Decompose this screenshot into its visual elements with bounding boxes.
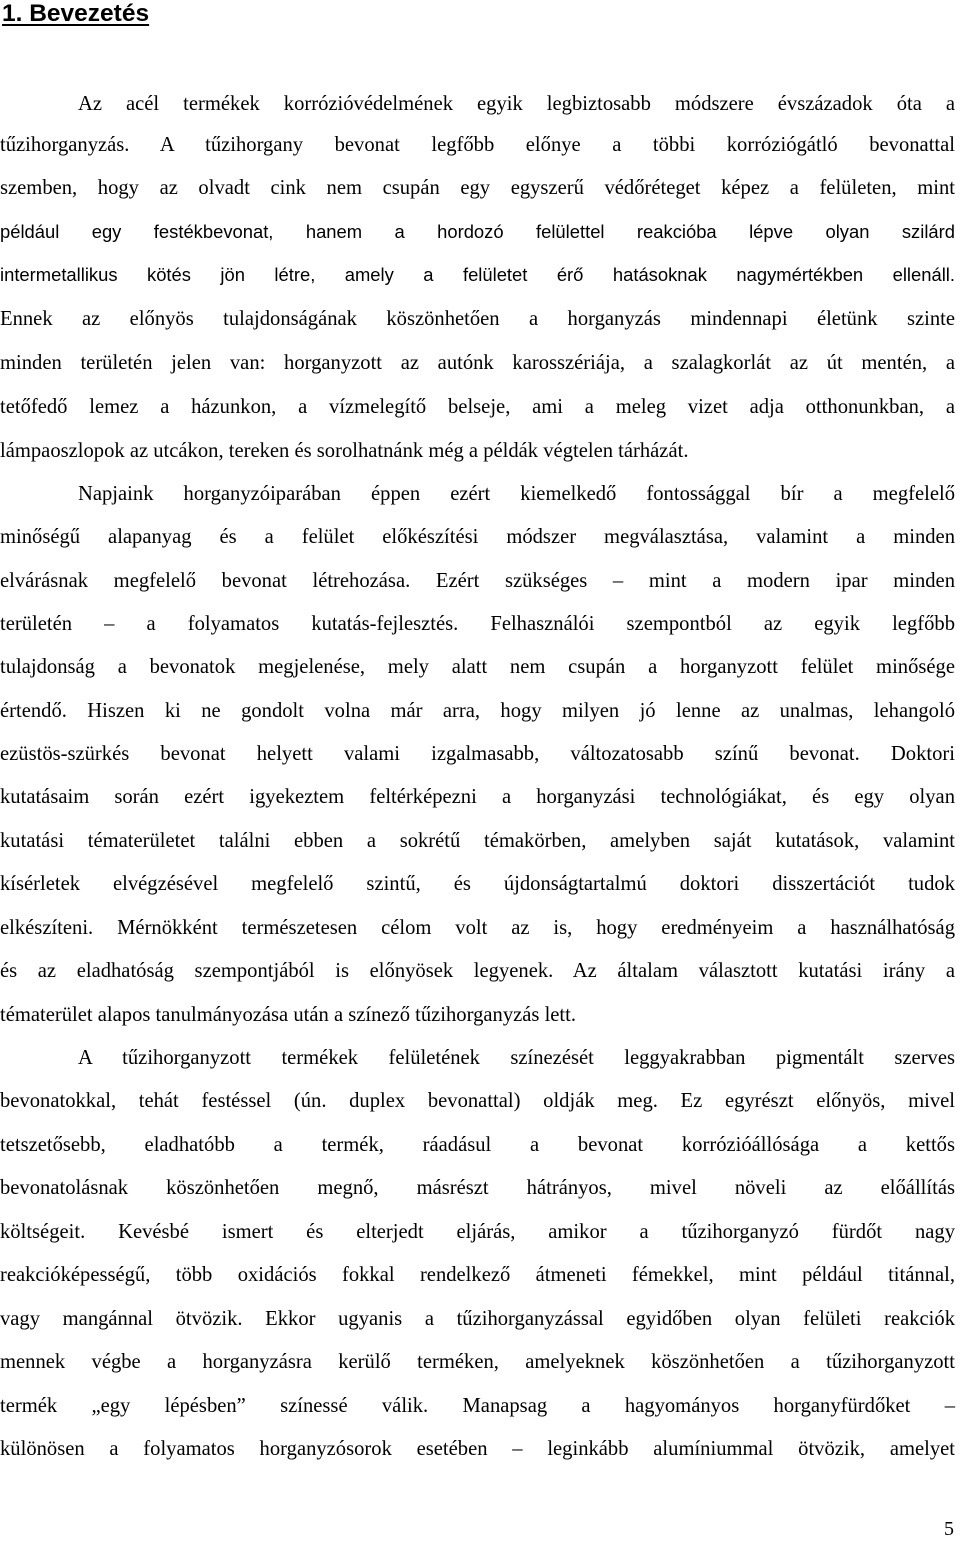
section-heading: 1. Bevezetés [2, 0, 150, 27]
text-line: tulajdonság a bevonatok megjelenése, mely alatt nem csupán a horganyzott felület minősége [0, 656, 955, 678]
text-line: Napjaink horganyzóiparában éppen ezért kiemelkedő fontossággal bír a megfelelő [78, 483, 955, 505]
text-line: költségeit. Kevésbé ismert és elterjedt eljárás, amikor a tűzihorganyzó fürdőt nagy [0, 1221, 955, 1243]
text-line: tűzihorganyzás. A tűzihorgany bevonat legfőbb előnye a többi korróziógátló bevonattal [0, 134, 955, 156]
text-line: Ennek az előnyös tulajdonságának köszönhetően a horganyzás mindennapi életünk szinte [0, 308, 955, 330]
text-line: bevonatokkal, tehát festéssel (ún. duplex bevonattal) oldják meg. Ez egyrészt előnyös, mivel [0, 1090, 955, 1112]
text-line: A tűzihorganyzott termékek felületének színezését leggyakrabban pigmentált szerves [78, 1047, 955, 1069]
text-line: kutatásaim során ezért igyekeztem feltérképezni a horganyzási technológiákat, és egy olyan [0, 786, 955, 808]
text-line: értendő. Hiszen ki ne gondolt volna már arra, hogy milyen jó lenne az unalmas, lehangoló [0, 700, 955, 722]
text-line: minden területén jelen van: horganyzott az autónk karosszériája, a szalagkorlát az út mentén, a [0, 352, 955, 374]
page-number: 5 [944, 1518, 954, 1540]
text-line: bevonatolásnak köszönhetően megnő, másrészt hátrányos, mivel növeli az előállítás [0, 1177, 955, 1199]
text-line: intermetallikus kötés jön létre, amely a felületet érő hatásoknak nagymértékben ellenáll. [0, 264, 955, 285]
text-line: és az eladhatóság szempontjából is előnyösek legyenek. Az általam választott kutatási irány a [0, 960, 955, 982]
text-line: mennek végbe a horganyzásra kerülő terméken, amelyeknek köszönhetően a tűzihorganyzott [0, 1351, 955, 1373]
text-line: különösen a folyamatos horganyzósorok esetében – leginkább alumíniummal ötvözik, amelyet [0, 1438, 955, 1460]
text-line: például egy festékbevonat, hanem a hordozó felülettel reakcióba lépve olyan szilárd [0, 221, 955, 242]
text-line: minőségű alapanyag és a felület előkészítési módszer megválasztása, valamint a minden [0, 526, 955, 548]
text-line: ezüstös-szürkés bevonat helyett valami izgalmasabb, változatosabb színű bevonat. Doktori [0, 743, 955, 765]
text-line: vagy mangánnal ötvözik. Ekkor ugyanis a tűzihorganyzással egyidőben olyan felületi reakciók [0, 1308, 955, 1330]
text-line: elvárásnak megfelelő bevonat létrehozása. Ezért szükséges – mint a modern ipar minden [0, 570, 955, 592]
text-line: termék „egy lépésben” színessé válik. Manapsag a hagyományos horganyfürdőket – [0, 1395, 955, 1417]
text-line: tetőfedő lemez a házunkon, a vízmelegítő belseje, ami a meleg vizet adja otthonunkban, a [0, 396, 955, 418]
text-line: lámpaoszlopok az utcákon, tereken és sorolhatnánk még a példák végtelen tárházát. [0, 440, 689, 462]
text-line: tématerület alapos tanulmányozása után a színező tűzihorganyzás lett. [0, 1004, 577, 1026]
text-line: kísérletek elvégzésével megfelelő szintű, és újdonságtartalmú doktori disszertációt tudok [0, 873, 955, 895]
text-line: szemben, hogy az olvadt cink nem csupán egy egyszerű védőréteget képez a felületen, mint [0, 177, 955, 199]
text-line: reakcióképességű, több oxidációs fokkal rendelkező átmeneti fémekkel, mint például titánnal, [0, 1264, 955, 1286]
text-line: kutatási tématerületet találni ebben a sokrétű témakörben, amelyben saját kutatások, valamint [0, 830, 955, 852]
text-line: Az acél termékek korrózióvédelmének egyik legbiztosabb módszere évszázadok óta a [78, 93, 955, 115]
text-line: tetszetősebb, eladhatóbb a termék, ráadásul a bevonat korrózióállósága a kettős [0, 1134, 955, 1156]
text-line: elkészíteni. Mérnökként természetesen célom volt az is, hogy eredményeim a használhatóság [0, 917, 955, 939]
text-line: területén – a folyamatos kutatás-fejlesztés. Felhasználói szempontból az egyik legfőbb [0, 613, 955, 635]
